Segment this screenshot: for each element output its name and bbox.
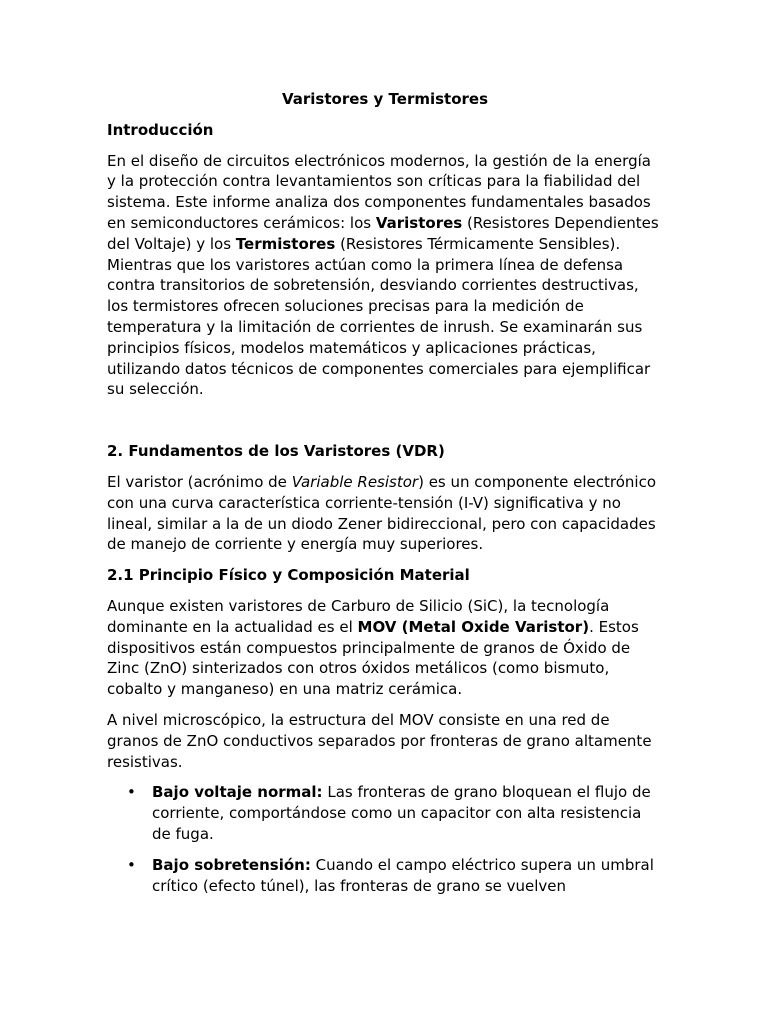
list-item-label: Bajo voltaje normal: [152,783,323,802]
list-item-text: Cuando el campo eléctrico supera un umbral crítico (efecto túnel), las fronteras de grano se vuelven [152,855,654,895]
intro-term-varistores: Varistores [375,213,463,232]
document-title: Varistores y Termistores [281,90,489,108]
intro-heading: Introducción [107,120,214,139]
list-item [107,855,663,897]
section-2-1-paragraph-2: A nivel microscópico, la estructura del MOV consiste en una red de granos de ZnO conductivos separados por fronteras de grano altamente resistivas. [107,710,652,771]
section-2-text-2: ) es un componente electrónico con una curva característica corriente-tensión (I-V) significativa y no lineal, similar a la de un diodo Zener bidireccional, pero con capacidades de manejo de corriente y energía muy superiores. [107,472,657,554]
section-spacer [107,410,663,441]
section-2-text-1: El varistor (acrónimo de [107,472,292,491]
bullet-icon: • [127,783,136,802]
section-2-1-heading: 2.1 Principio Físico y Composición Material [107,566,470,585]
intro-text-3: (Resistores Térmicamente Sensibles). Mientras que los varistores actúan como la primera línea de defensa contra transitorios de sobretensión, desviando corrientes destructivas, los termistores ofrecen soluciones precisas para la medición de temperatura y la limitación de corrientes de inrush. Se examinarán sus principios físicos, modelos matemáticos y aplicaciones prácticas, utilizando datos técnicos de componentes comerciales para ejemplificar su selección. [107,234,651,399]
bullet-icon: • [127,855,136,874]
document-body [107,89,663,906]
list-item [107,782,663,844]
intro-text-1: En el diseño de circuitos electrónicos modernos, la gestión de la energía y la protección contra levantamientos son críticas para la fiabilidad del sistema. Este informe analiza dos componentes fundamentales basados en semiconductores cerámicos: los [107,151,651,232]
section-2-1-text-2: . Estos dispositivos están compuestos principalmente de granos de Óxido de Zinc (ZnO) sinterizados con otros óxidos metálicos (como bismuto, cobalto y manganeso) en una matriz cerámica. [107,617,639,699]
section-2-italic-term: Variable Resistor [291,472,419,491]
intro-text-2: (Resistores Dependientes del Voltaje) y los [107,213,659,253]
section-2-1-paragraph-1 [107,596,663,700]
list-item-label: Bajo sobretensión: [152,855,311,874]
intro-term-termistores: Termistores [235,234,336,253]
intro-paragraph [107,151,663,401]
section-2-paragraph [107,472,663,555]
section-2-heading: 2. Fundamentos de los Varistores (VDR) [107,442,445,461]
section-2-1-text-1: Aunque existen varistores de Carburo de Silicio (SiC), la tecnología dominante en la actualidad es el [107,596,610,636]
section-2-1-term-mov: MOV (Metal Oxide Varistor) [357,617,590,636]
list-item-text: Las fronteras de grano bloquean el flujo de corriente, comportándose como un capacitor con alta resistencia de fuga. [152,783,651,843]
bullet-list [107,782,663,896]
